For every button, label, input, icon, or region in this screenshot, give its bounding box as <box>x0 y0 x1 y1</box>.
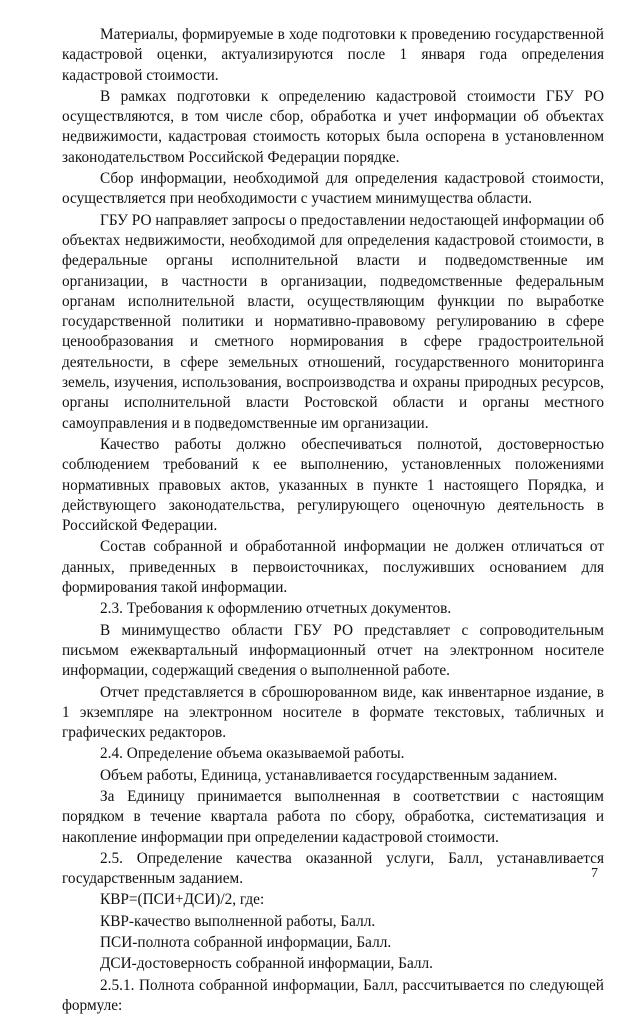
section-heading: 2.5. Определение качества оказанной услуги, Балл, устанавливается государственным заданием. <box>62 849 604 888</box>
formula: КВР=(ПСИ+ДСИ)/2, где: <box>100 891 265 909</box>
paragraph: Состав собранной и обработанной информации не должен отличаться от данных, приведенных в первоисточниках, послуживших основанием для формирования такой информации. <box>62 538 604 597</box>
page-number: 7 <box>591 866 598 881</box>
document-body <box>62 25 604 1017</box>
formula-definition: ПСИ-полнота собранной информации, Балл. <box>100 934 392 952</box>
formula-definition: ДСИ-достоверность собранной информации, Балл. <box>100 955 433 973</box>
paragraph: Сбор информации, необходимой для определения кадастровой стоимости, осуществляется при необходимости с участием минимущества области. <box>62 170 604 208</box>
section-heading: 2.4. Определение объема оказываемой работы. <box>100 745 405 763</box>
paragraph: 2.5.1. Полнота собранной информации, Балл, рассчитывается по следующей формуле: <box>62 976 604 1014</box>
paragraph: Материалы, формируемые в ходе подготовки к проведению государственной кадастровой оценки, актуализируются после 1 января года определения кадастровой стоимости. <box>62 26 604 84</box>
paragraph: За Единицу принимается выполненная в соответствии с настоящим порядком в течение квартала работа по сбору, обработка, систематизация и накопление информации при определении кадастровой стоимости. <box>62 787 604 846</box>
paragraph: Объем работы, Единица, устанавливается государственным заданием. <box>100 766 558 784</box>
paragraph: В минимущество области ГБУ РО представляет с сопроводительным письмом ежеквартальный информационный отчет на электронном носителе информации, содержащий сведения о выполненной работе. <box>62 621 604 680</box>
formula-definition: КВР-качество выполненной работы, Балл. <box>100 912 376 930</box>
paragraph: ГБУ РО направляет запросы о предоставлении недостающей информации об объектах недвижимости, необходимой для определения кадастровой стоимости, в федеральные органы исполнительной власти и подведомственные им организации, в частности в организации, подведомственные федеральным органам исполнительной власти, осуществляющим функции по выработке государственной политики и нормативно-правовому регулированию в сфере ценообразования и сметного нормирования в сфере градостроительной деятельности, в сфере земельных отношений, государственного мониторинга земель, изучения, использования, воспроизводства и охраны природных ресурсов, органы исполнительной власти Ростовской области и органы местного самоуправления и в подведомственные им организации. <box>62 211 604 432</box>
paragraph: Отчет представляется в сброшюрованном виде, как инвентарное издание, в 1 экземпляре на электронном носителе в формате текстовых, табличных и графических редакторов. <box>62 683 604 742</box>
paragraph: В рамках подготовки к определению кадастровой стоимости ГБУ РО осуществляются, в том числе сбор, обработка и учет информации об объектах недвижимости, кадастровая стоимость которых была оспорена в установленном законодательством Российской Федерации порядке. <box>62 87 604 166</box>
paragraph: Качество работы должно обеспечиваться полнотой, достоверностью соблюдением требований к ее выполнению, установленных положениями нормативных правовых актов, указанных в пункте 1 настоящего Порядка, и действующего законодательства, регулирующего оценочную деятельность в Российской Федерации. <box>62 435 604 535</box>
section-heading: 2.3. Требования к оформлению отчетных документов. <box>100 600 452 618</box>
